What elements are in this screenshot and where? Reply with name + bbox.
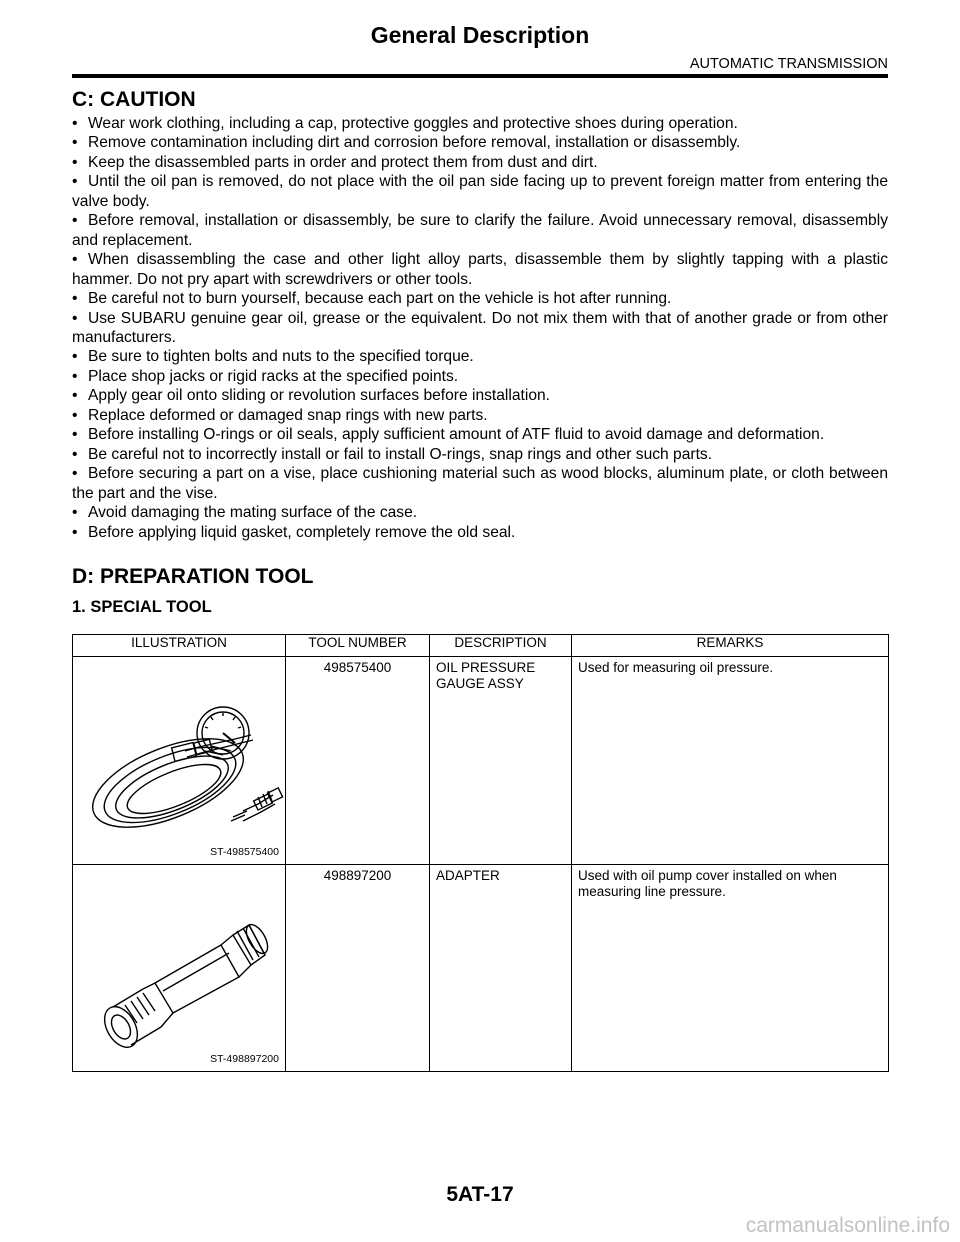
caution-item-text: Be careful not to incorrectly install or fail to install O-rings, snap rings and other such parts.	[88, 445, 713, 463]
section-name: AUTOMATIC TRANSMISSION	[689, 56, 888, 72]
caution-item-text: Before installing O-rings or oil seals, apply sufficient amount of ATF fluid to avoid damage and deformation.	[88, 426, 825, 444]
caution-item	[72, 211, 888, 250]
caution-item	[72, 386, 888, 405]
caution-item-text: Be sure to tighten bolts and nuts to the specified torque.	[88, 348, 474, 366]
bullet-icon: •	[72, 153, 78, 171]
caution-item	[72, 425, 888, 444]
bullet-icon: •	[72, 367, 78, 385]
illustration-cell	[73, 865, 286, 1072]
tool-number-cell: 498575400	[286, 657, 430, 865]
illustration-cell	[73, 657, 286, 865]
illustration-label: ST-498897200	[210, 1053, 279, 1065]
caution-item-text: Keep the disassembled parts in order and protect them from dust and dirt.	[88, 153, 598, 171]
illustration-label: ST-498575400	[210, 846, 279, 858]
bullet-icon: •	[72, 348, 78, 366]
caution-item-text: Wear work clothing, including a cap, protective goggles and protective shoes during operation.	[88, 115, 738, 132]
bullet-icon: •	[72, 290, 78, 308]
bullet-icon: •	[72, 406, 78, 424]
caution-item-text: Before applying liquid gasket, completely remove the old seal.	[88, 523, 516, 541]
bullet-icon: •	[72, 309, 78, 327]
caution-item	[72, 153, 888, 172]
special-tool-heading: 1. SPECIAL TOOL	[72, 598, 212, 616]
caution-item	[72, 114, 888, 133]
table-header-row	[73, 635, 889, 657]
description-cell: ADAPTER	[430, 865, 572, 1072]
bullet-icon: •	[72, 115, 78, 132]
remarks-cell: Used for measuring oil pressure.	[572, 657, 889, 865]
table-row	[73, 657, 889, 865]
bullet-icon: •	[72, 251, 78, 269]
caution-item	[72, 172, 888, 211]
preparation-heading: D: PREPARATION TOOL	[72, 565, 314, 588]
bullet-icon: •	[72, 212, 78, 230]
adapter-illustration	[73, 865, 286, 1071]
caution-item	[72, 133, 888, 152]
column-header-description: DESCRIPTION	[430, 635, 572, 657]
bullet-icon: •	[72, 465, 78, 483]
caution-item	[72, 289, 888, 308]
bullet-icon: •	[72, 387, 78, 405]
caution-list	[72, 114, 888, 542]
caution-item-text: When disassembling the case and other light alloy parts, disassemble them by slightly tapping with a plastic hammer. Do not pry apart with screwdrivers or other tools.	[72, 251, 888, 288]
caution-item-text: Place shop jacks or rigid racks at the specified points.	[88, 367, 459, 385]
table-row	[73, 865, 889, 1072]
caution-item	[72, 503, 888, 522]
caution-item	[72, 464, 888, 503]
caution-item-text: Until the oil pan is removed, do not place with the oil pan side facing up to prevent foreign matter from entering the valve body.	[72, 173, 888, 210]
page-number: 5AT-17	[446, 1183, 514, 1206]
remarks-cell: Used with oil pump cover installed on when measuring line pressure.	[572, 865, 889, 1072]
column-header-tool-number: TOOL NUMBER	[286, 635, 430, 657]
bullet-icon: •	[72, 504, 78, 522]
caution-item-text: Apply gear oil onto sliding or revolution surfaces before installation.	[88, 387, 551, 405]
caution-item-text: Avoid damaging the mating surface of the case.	[88, 504, 418, 522]
caution-item-text: Before securing a part on a vise, place cushioning material such as wood blocks, aluminum plate, or cloth between the part and the vise.	[72, 465, 888, 502]
caution-item	[72, 406, 888, 425]
caution-item	[72, 250, 888, 289]
caution-item	[72, 445, 888, 464]
caution-item-text: Replace deformed or damaged snap rings with new parts.	[88, 406, 488, 424]
description-cell: OIL PRESSURE GAUGE ASSY	[430, 657, 572, 865]
special-tool-table	[72, 634, 889, 1072]
bullet-icon: •	[72, 445, 78, 463]
oil-pressure-gauge-illustration	[73, 657, 286, 864]
caution-heading: C: CAUTION	[72, 88, 196, 111]
bullet-icon: •	[72, 523, 78, 541]
caution-item	[72, 367, 888, 386]
caution-item	[72, 347, 888, 366]
header-rule	[72, 74, 888, 78]
caution-item	[72, 309, 888, 348]
caution-item-text: Use SUBARU genuine gear oil, grease or the equivalent. Do not mix them with that of another grade or from other manufacturers.	[72, 309, 888, 346]
bullet-icon: •	[72, 134, 78, 152]
watermark: carmanualsonline.info	[745, 1214, 950, 1237]
caution-item-text: Remove contamination including dirt and corrosion before removal, installation or disassembly.	[88, 134, 741, 152]
page-title: General Description	[370, 22, 590, 48]
caution-item	[72, 523, 888, 542]
bullet-icon: •	[72, 173, 78, 191]
caution-item-text: Before removal, installation or disassembly, be sure to clarify the failure. Avoid unnecessary removal, disassembly and replacement.	[72, 212, 888, 249]
tool-number-cell: 498897200	[286, 865, 430, 1072]
bullet-icon: •	[72, 426, 78, 444]
caution-item-text: Be careful not to burn yourself, because each part on the vehicle is hot after running.	[88, 290, 672, 308]
column-header-illustration: ILLUSTRATION	[73, 635, 286, 657]
column-header-remarks: REMARKS	[572, 635, 889, 657]
